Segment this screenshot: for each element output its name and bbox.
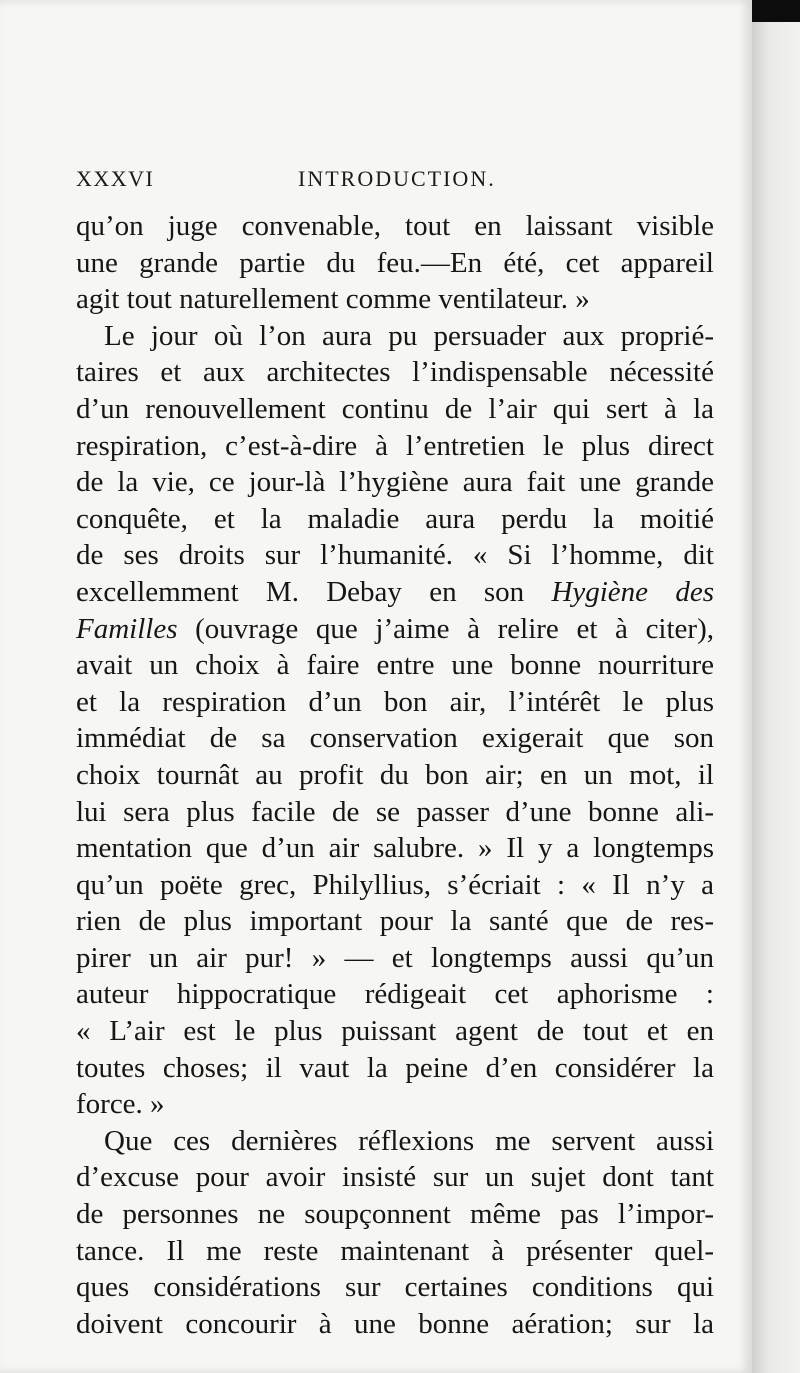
text-line: conquête, et la maladie aura perdu la moitié xyxy=(76,502,714,535)
page-header xyxy=(76,162,714,196)
text-line: de personnes ne soupçonnent même pas l’impor- xyxy=(76,1198,714,1231)
text-line: tance. Il me reste maintenant à présenter quel- xyxy=(76,1234,714,1267)
text-line: lui sera plus facile de se passer d’une bonne ali- xyxy=(76,795,714,828)
text-line: qu’un poëte grec, Philyllius, s’écriait : « Il n’y a xyxy=(76,868,714,901)
running-head: INTRODUCTION. xyxy=(298,166,496,191)
text-line: mentation que d’un air salubre. » Il y a longtemps xyxy=(76,832,714,865)
italic-title: Hygiène des xyxy=(551,575,714,608)
text-line: immédiat de sa conservation exigerait que son xyxy=(76,722,714,755)
text-line: toutes choses; il vaut la peine d’en considérer la xyxy=(76,1051,714,1084)
text-line: avait un choix à faire entre une bonne nourriture xyxy=(76,649,714,682)
text-line: qu’on juge convenable, tout en laissant visible xyxy=(76,210,714,242)
page-number: XXXVI xyxy=(76,166,155,191)
body-text xyxy=(76,208,714,1342)
text-line: rien de plus important pour la santé que de res- xyxy=(76,905,714,938)
text-line: Que ces dernières réflexions me servent aussi xyxy=(104,1124,714,1157)
text-line: d’excuse pour avoir insisté sur un sujet dont tant xyxy=(76,1161,714,1194)
text-line xyxy=(76,574,714,611)
text-line: respiration, c’est-à-dire à l’entretien le plus direct xyxy=(76,429,714,462)
text-span: (ouvrage que j’aime à relire et à citer), xyxy=(177,612,714,645)
text-line: choix tournât au profit du bon air; en un mot, il xyxy=(76,758,714,791)
text-line: Le jour où l’on aura pu persuader aux proprié- xyxy=(104,319,714,352)
text-line: doivent concourir à une bonne aération; sur la xyxy=(76,1307,714,1340)
italic-title: Familles xyxy=(76,612,178,645)
text-line: auteur hippocratique rédigeait cet aphorisme : xyxy=(76,978,714,1011)
text-line: de la vie, ce jour-là l’hygiène aura fait une grande xyxy=(76,466,714,499)
text-span: excellemment M. Debay en son xyxy=(76,575,552,608)
text-line: « L’air est le plus puissant agent de tout et en xyxy=(76,1015,714,1048)
text-line: d’un renouvellement continu de l’air qui sert à la xyxy=(76,392,714,425)
text-line: pirer un air pur! » — et longtemps aussi qu’un xyxy=(76,941,714,974)
text-line: force. » xyxy=(76,1088,165,1121)
text-line: ques considérations sur certaines conditions qui xyxy=(76,1271,714,1304)
text-line: une grande partie du feu.—En été, cet appareil xyxy=(76,246,714,279)
text-line: et la respiration d’un bon air, l’intérêt le plus xyxy=(76,685,714,718)
text-line: agit tout naturellement comme ventilateur. » xyxy=(76,283,590,316)
adjacent-page-edge xyxy=(752,0,800,1373)
text-line: taires et aux architectes l’indispensable nécessité xyxy=(76,356,714,389)
text-line xyxy=(76,611,714,648)
text-line: de ses droits sur l’humanité. « Si l’homme, dit xyxy=(76,539,714,572)
